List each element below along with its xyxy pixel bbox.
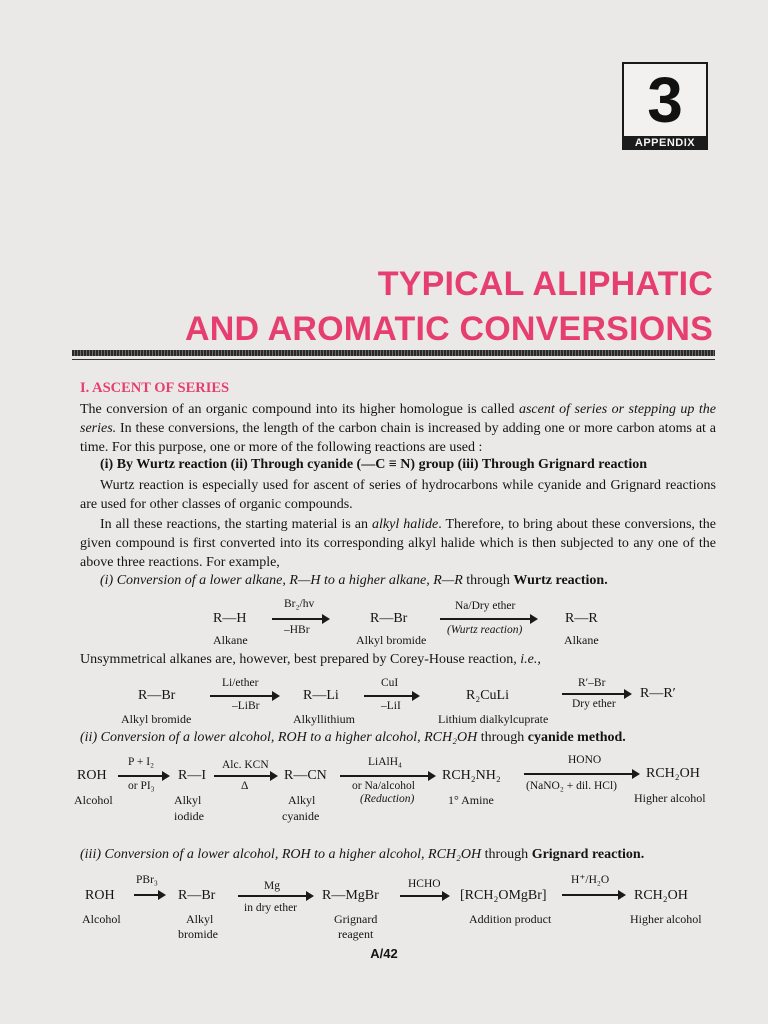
scheme2-arrow3 xyxy=(562,693,630,695)
scheme2-reactant-label: Alkyl bromide xyxy=(121,712,192,726)
page-number: A/42 xyxy=(370,946,398,961)
scheme3-arrow2 xyxy=(214,775,276,777)
scheme2-arrow1 xyxy=(210,695,278,697)
scheme3-arrow3 xyxy=(340,775,434,777)
scheme1-arrow2-top: Na/Dry ether xyxy=(455,600,516,612)
scheme4-bromide: R—Br xyxy=(178,888,216,903)
ex1-em: (i) Conversion of a lower alkane, R—H to a higher alkane, R—R xyxy=(100,573,463,588)
scheme1-intermediate: R—Br xyxy=(370,611,408,626)
scheme3-product-label: Higher alcohol xyxy=(634,791,706,805)
scheme4-adduct: [RCH₂OMgBr] xyxy=(460,888,547,903)
scheme2-arrow1-bottom: –LiBr xyxy=(232,700,260,712)
scheme3-arrow4-top: HONO xyxy=(568,754,602,766)
scheme4-arrow3 xyxy=(400,895,448,897)
scheme3-arrow3-bottom-2: (Reduction) xyxy=(360,793,415,805)
scheme3-arrow3-bottom-1: or Na/alcohol xyxy=(352,780,415,792)
ex2-bold: cyanide method. xyxy=(527,730,626,745)
scheme2-intermediate2-label: Lithium dialkylcuprate xyxy=(438,712,549,726)
scheme3-arrow1-bottom: or PI₃ xyxy=(128,780,155,792)
scheme2-arrow3-top: R′–Br xyxy=(578,677,606,689)
scheme3-arrow4-bottom: (NaNO₂ + dil. HCl) xyxy=(526,780,617,792)
scheme3-arrow1 xyxy=(118,775,168,777)
title-line-2: AND AROMATIC CONVERSIONS xyxy=(184,310,713,348)
ex2-tail: through xyxy=(477,730,528,745)
scheme4-grignard-label-2: reagent xyxy=(338,927,374,941)
scheme4-adduct-label: Addition product xyxy=(469,912,552,926)
scheme4-arrow2-top: Mg xyxy=(264,880,280,892)
scheme4-arrow1 xyxy=(134,894,164,896)
alkyl-text-a: In all these reactions, the starting material is an xyxy=(100,517,373,532)
scheme3-arrow3-top: LiAlH₄ xyxy=(368,756,403,768)
scheme3-arrow1-top: P + I₂ xyxy=(128,756,155,768)
corey-text: Unsymmetrical alkanes are, however, best prepared by Corey-House reaction, xyxy=(80,652,521,667)
example-2-heading xyxy=(80,728,626,747)
scheme1-arrow2 xyxy=(440,618,536,620)
scheme4-arrow3-top: HCHO xyxy=(408,878,441,890)
scheme4-product-label: Higher alcohol xyxy=(630,912,702,926)
scheme2-product: R—R′ xyxy=(640,686,676,701)
scheme4-grignard-label-1: Grignard xyxy=(334,912,378,926)
scheme4-product: RCH₂OH xyxy=(634,888,688,903)
alkyl-halide-paragraph xyxy=(80,515,716,572)
scheme2-arrow2-top: CuI xyxy=(381,677,399,689)
title-rule-thin xyxy=(72,359,715,360)
appendix-label: APPENDIX xyxy=(622,136,708,150)
scheme4-reactant: ROH xyxy=(85,888,115,903)
scheme1-product: R—R xyxy=(565,611,598,626)
scheme3-arrow4 xyxy=(524,773,638,775)
ex1-bold: Wurtz reaction. xyxy=(513,573,608,588)
scheme4-arrow2-bottom: in dry ether xyxy=(244,902,298,914)
intro-text-2: In these conversions, the length of the carbon chain is increased by adding one or more carbon atoms at a time. For this purpose, one or more of the following reactions are used : xyxy=(80,421,716,455)
scheme2-reactant: R—Br xyxy=(138,688,176,703)
scheme1-reactant: R—H xyxy=(213,611,247,626)
corey-house-line xyxy=(80,650,541,669)
scheme3-iodide: R—I xyxy=(178,768,206,783)
ex3-bold: Grignard reaction. xyxy=(531,847,645,862)
scheme1-arrow1 xyxy=(272,618,328,620)
scheme1-reactant-label: Alkane xyxy=(213,633,248,647)
scheme2-intermediate1: R—Li xyxy=(303,688,339,703)
scheme2-arrow2-bottom: –LiI xyxy=(381,700,401,712)
corey-em: i.e., xyxy=(520,652,541,667)
scheme1-product-label: Alkane xyxy=(564,633,599,647)
scheme3-arrow2-top: Alc. KCN xyxy=(222,759,269,771)
section-heading: I. ASCENT OF SERIES xyxy=(80,380,230,396)
scheme4-bromide-label-1: Alkyl xyxy=(186,912,214,926)
scheme4-arrow2 xyxy=(238,895,312,897)
scheme3-iodide-label-2: iodide xyxy=(174,809,204,823)
scheme4-arrow4-top: H⁺/H₂O xyxy=(571,874,610,886)
scheme2-intermediate1-label: Alkyllithium xyxy=(293,712,356,726)
scheme3-amine-label: 1° Amine xyxy=(448,793,494,807)
scheme3-cyanide: R—CN xyxy=(284,768,327,783)
scheme1-arrow2-bottom: (Wurtz reaction) xyxy=(447,624,523,636)
intro-text-1: The conversion of an organic compound into its higher homologue is called xyxy=(80,402,519,417)
example-1-heading xyxy=(100,571,608,590)
alkyl-text-b: . Therefore, to bring about these conversions, the given compound is first converted into its corresponding alkyl halide which is then subjected to any one of the above three reactions. For example, xyxy=(80,517,717,570)
scheme1-intermediate-label: Alkyl bromide xyxy=(356,633,427,647)
scheme3-iodide-label-1: Alkyl xyxy=(174,793,202,807)
scheme4-arrow4 xyxy=(562,894,624,896)
intro-emphasis: ascent of series or stepping up the series. xyxy=(80,402,716,436)
title-rule xyxy=(72,350,715,356)
scheme3-arrow2-bottom: Δ xyxy=(241,780,249,792)
scheme1-arrow1-top: Br₂/hv xyxy=(284,598,315,610)
scheme3-reactant-label: Alcohol xyxy=(74,793,113,807)
ex2-em: (ii) Conversion of a lower alcohol, ROH to a higher alcohol, RCH₂OH xyxy=(80,730,478,745)
title-line-1: TYPICAL ALIPHATIC xyxy=(377,265,713,303)
ex3-em: (iii) Conversion of a lower alcohol, ROH to a higher alcohol, RCH₂OH xyxy=(80,847,482,862)
scheme3-cyanide-label-1: Alkyl xyxy=(288,793,316,807)
scheme4-bromide-label-2: bromide xyxy=(178,927,218,941)
scheme2-arrow1-top: Li/ether xyxy=(222,677,259,689)
alkyl-emphasis: alkyl halide xyxy=(372,517,439,532)
scheme3-cyanide-label-2: cyanide xyxy=(282,809,320,823)
appendix-number: 3 xyxy=(622,62,708,138)
scheme1-arrow1-bottom: –HBr xyxy=(284,624,310,636)
scheme2-intermediate2: R₂CuLi xyxy=(466,688,509,703)
scheme4-reactant-label: Alcohol xyxy=(82,912,121,926)
wurtz-note: Wurtz reaction is especially used for ascent of series of hydrocarbons while cyanide and Grignard reactions are used for other classes of organic compounds. xyxy=(80,478,716,512)
scheme2-arrow2 xyxy=(364,695,418,697)
methods-line: (i) By Wurtz reaction (ii) Through cyanide (—C ≡ N) group (iii) Through Grignard reaction xyxy=(100,457,648,472)
scheme2-arrow3-bottom: Dry ether xyxy=(572,698,616,710)
appendix-badge xyxy=(622,62,706,150)
scheme4-grignard: R—MgBr xyxy=(322,888,379,903)
scheme3-amine: RCH₂NH₂ xyxy=(442,768,501,783)
scheme3-product: RCH₂OH xyxy=(646,766,700,781)
ex3-tail: through xyxy=(481,847,532,862)
page-title xyxy=(185,262,713,352)
ex1-tail: through xyxy=(462,573,514,588)
intro-paragraph xyxy=(80,400,716,457)
scheme4-arrow1-top: PBr₃ xyxy=(136,874,158,886)
example-3-heading xyxy=(80,845,644,864)
scheme3-reactant: ROH xyxy=(77,768,107,783)
